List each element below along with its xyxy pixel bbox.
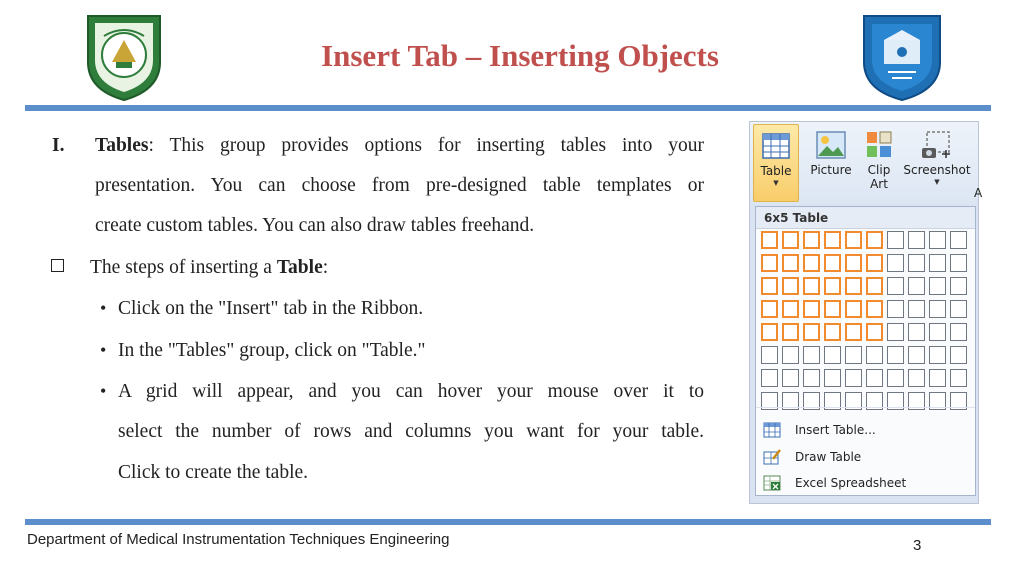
grid-cell-selected[interactable] [803,300,820,318]
grid-cell[interactable] [908,346,925,364]
excel-spreadsheet-menu-item[interactable] [763,473,906,493]
picture-button[interactable] [807,124,855,200]
grid-cell[interactable] [950,231,967,249]
page-number: 3 [913,537,922,554]
grid-cell[interactable] [887,254,904,272]
grid-cell-selected[interactable] [782,254,799,272]
grid-cell[interactable] [929,277,946,295]
grid-cell[interactable] [761,346,778,364]
grid-cell-selected[interactable] [803,231,820,249]
grid-cell-selected[interactable] [845,231,862,249]
grid-cell-selected[interactable] [824,231,841,249]
grid-cell[interactable] [929,300,946,318]
university-logo-left [82,10,166,102]
grid-cell[interactable] [824,369,841,387]
checkbox-bullet-icon [51,259,64,272]
grid-cell[interactable] [950,300,967,318]
grid-cell[interactable] [908,323,925,341]
excel-icon [763,475,781,491]
grid-cell[interactable] [824,346,841,364]
grid-cell-selected[interactable] [824,277,841,295]
cut-off-button-label: A [974,186,983,200]
grid-cell-selected[interactable] [824,323,841,341]
excel-spreadsheet-label: Excel Spreadsheet [795,476,907,490]
grid-cell[interactable] [887,369,904,387]
table-icon [761,131,791,161]
table-button[interactable] [753,124,799,202]
grid-cell[interactable] [929,369,946,387]
grid-cell-selected[interactable] [845,277,862,295]
grid-cell[interactable] [908,277,925,295]
insert-table-icon [763,422,781,438]
grid-cell-selected[interactable] [761,231,778,249]
steps-heading [90,257,328,279]
grid-cell-selected[interactable] [782,277,799,295]
grid-cell[interactable] [887,300,904,318]
grid-cell-selected[interactable] [761,277,778,295]
picture-button-label: Picture [810,163,852,177]
ribbon-insert-group [750,122,983,204]
steps-heading-suffix: : [322,257,329,278]
grid-cell-selected[interactable] [761,300,778,318]
grid-cell[interactable] [887,277,904,295]
screenshot-button-label: Screenshot [903,163,971,177]
step-3-line-2: select the number of rows and columns you want for your table. [118,421,704,442]
screenshot-button[interactable] [902,124,972,200]
grid-cell[interactable] [845,369,862,387]
header-divider [25,105,991,111]
grid-cell[interactable] [887,323,904,341]
steps-heading-term: Table [276,257,323,278]
grid-cell[interactable] [908,254,925,272]
department-footer: Department of Medical Instrumentation Techniques Engineering [27,531,450,548]
bullet-icon: • [100,381,107,401]
grid-cell[interactable] [929,254,946,272]
grid-cell-selected[interactable] [845,254,862,272]
grid-cell-selected[interactable] [866,277,883,295]
grid-cell[interactable] [887,231,904,249]
chevron-down-icon: ▼ [773,179,779,187]
table-button-label: Table [760,164,792,178]
table-dropdown [755,206,976,496]
step-3-line-1: A grid will appear, and you can hover your mouse over it to [118,381,704,402]
grid-cell-selected[interactable] [845,323,862,341]
grid-cell[interactable] [929,231,946,249]
clip-art-icon [864,130,894,160]
grid-cell[interactable] [782,369,799,387]
grid-cell[interactable] [845,346,862,364]
grid-cell-selected[interactable] [803,323,820,341]
bullet-icon: • [100,298,107,318]
grid-cell-selected[interactable] [845,300,862,318]
menu-divider [756,407,975,408]
ribbon-screenshot [749,121,983,504]
picture-icon [815,130,847,160]
grid-cell[interactable] [929,346,946,364]
draw-table-label: Draw Table [795,450,862,464]
grid-cell[interactable] [908,369,925,387]
grid-cell[interactable] [950,323,967,341]
grid-cell-selected[interactable] [866,231,883,249]
grid-cell[interactable] [803,369,820,387]
grid-cell[interactable] [887,346,904,364]
grid-cell[interactable] [929,323,946,341]
insert-table-menu-item[interactable] [763,420,876,440]
step-2: In the "Tables" group, click on "Table." [118,340,426,361]
clip-art-button[interactable] [862,124,896,200]
draw-table-icon [763,449,781,465]
grid-cell[interactable] [950,369,967,387]
grid-cell-selected[interactable] [761,323,778,341]
slide-title: Insert Tab – Inserting Objects [321,38,719,73]
grid-cell[interactable] [908,231,925,249]
insert-table-label: Insert Table... [795,423,876,437]
grid-cell[interactable] [950,254,967,272]
steps-heading-prefix: The steps of inserting a [90,257,277,278]
college-logo-right [858,10,946,102]
grid-cell[interactable] [950,277,967,295]
step-1: Click on the "Insert" tab in the Ribbon. [118,298,424,319]
grid-cell[interactable] [782,346,799,364]
grid-cell[interactable] [950,346,967,364]
grid-cell-selected[interactable] [824,254,841,272]
grid-cell-selected[interactable] [803,277,820,295]
footer-divider [25,519,991,525]
grid-cell[interactable] [803,346,820,364]
tables-term: Tables [95,135,149,156]
grid-cell-selected[interactable] [782,300,799,318]
grid-cell[interactable] [908,300,925,318]
tables-description-line-2: presentation. You can choose from pre-designed table templates or [95,175,704,196]
grid-cell-selected[interactable] [803,254,820,272]
grid-cell[interactable] [866,369,883,387]
clip-art-label-2: Art [870,177,888,191]
grid-cell-selected[interactable] [761,254,778,272]
grid-cell[interactable] [761,369,778,387]
bullet-icon: • [100,340,107,360]
grid-cell[interactable] [866,346,883,364]
table-size-readout: 6x5 Table [756,207,975,229]
grid-cell-selected[interactable] [782,231,799,249]
step-3-line-3: Click to create the table. [118,462,309,483]
clip-art-label-1: Clip [867,163,891,177]
tables-description-line-1 [95,135,704,157]
section-marker: I. [52,135,65,156]
draw-table-menu-item[interactable] [763,447,861,467]
grid-cell-selected[interactable] [866,323,883,341]
tables-description-text: : This group provides options for inserting tables into your [148,135,704,156]
tables-description-line-3: create custom tables. You can also draw tables freehand. [95,215,535,236]
chevron-down-icon: ▼ [934,178,940,186]
grid-cell-selected[interactable] [866,300,883,318]
grid-cell-selected[interactable] [824,300,841,318]
grid-cell-selected[interactable] [866,254,883,272]
grid-cell-selected[interactable] [782,323,799,341]
table-size-grid[interactable] [761,231,967,410]
screenshot-icon [920,130,954,160]
